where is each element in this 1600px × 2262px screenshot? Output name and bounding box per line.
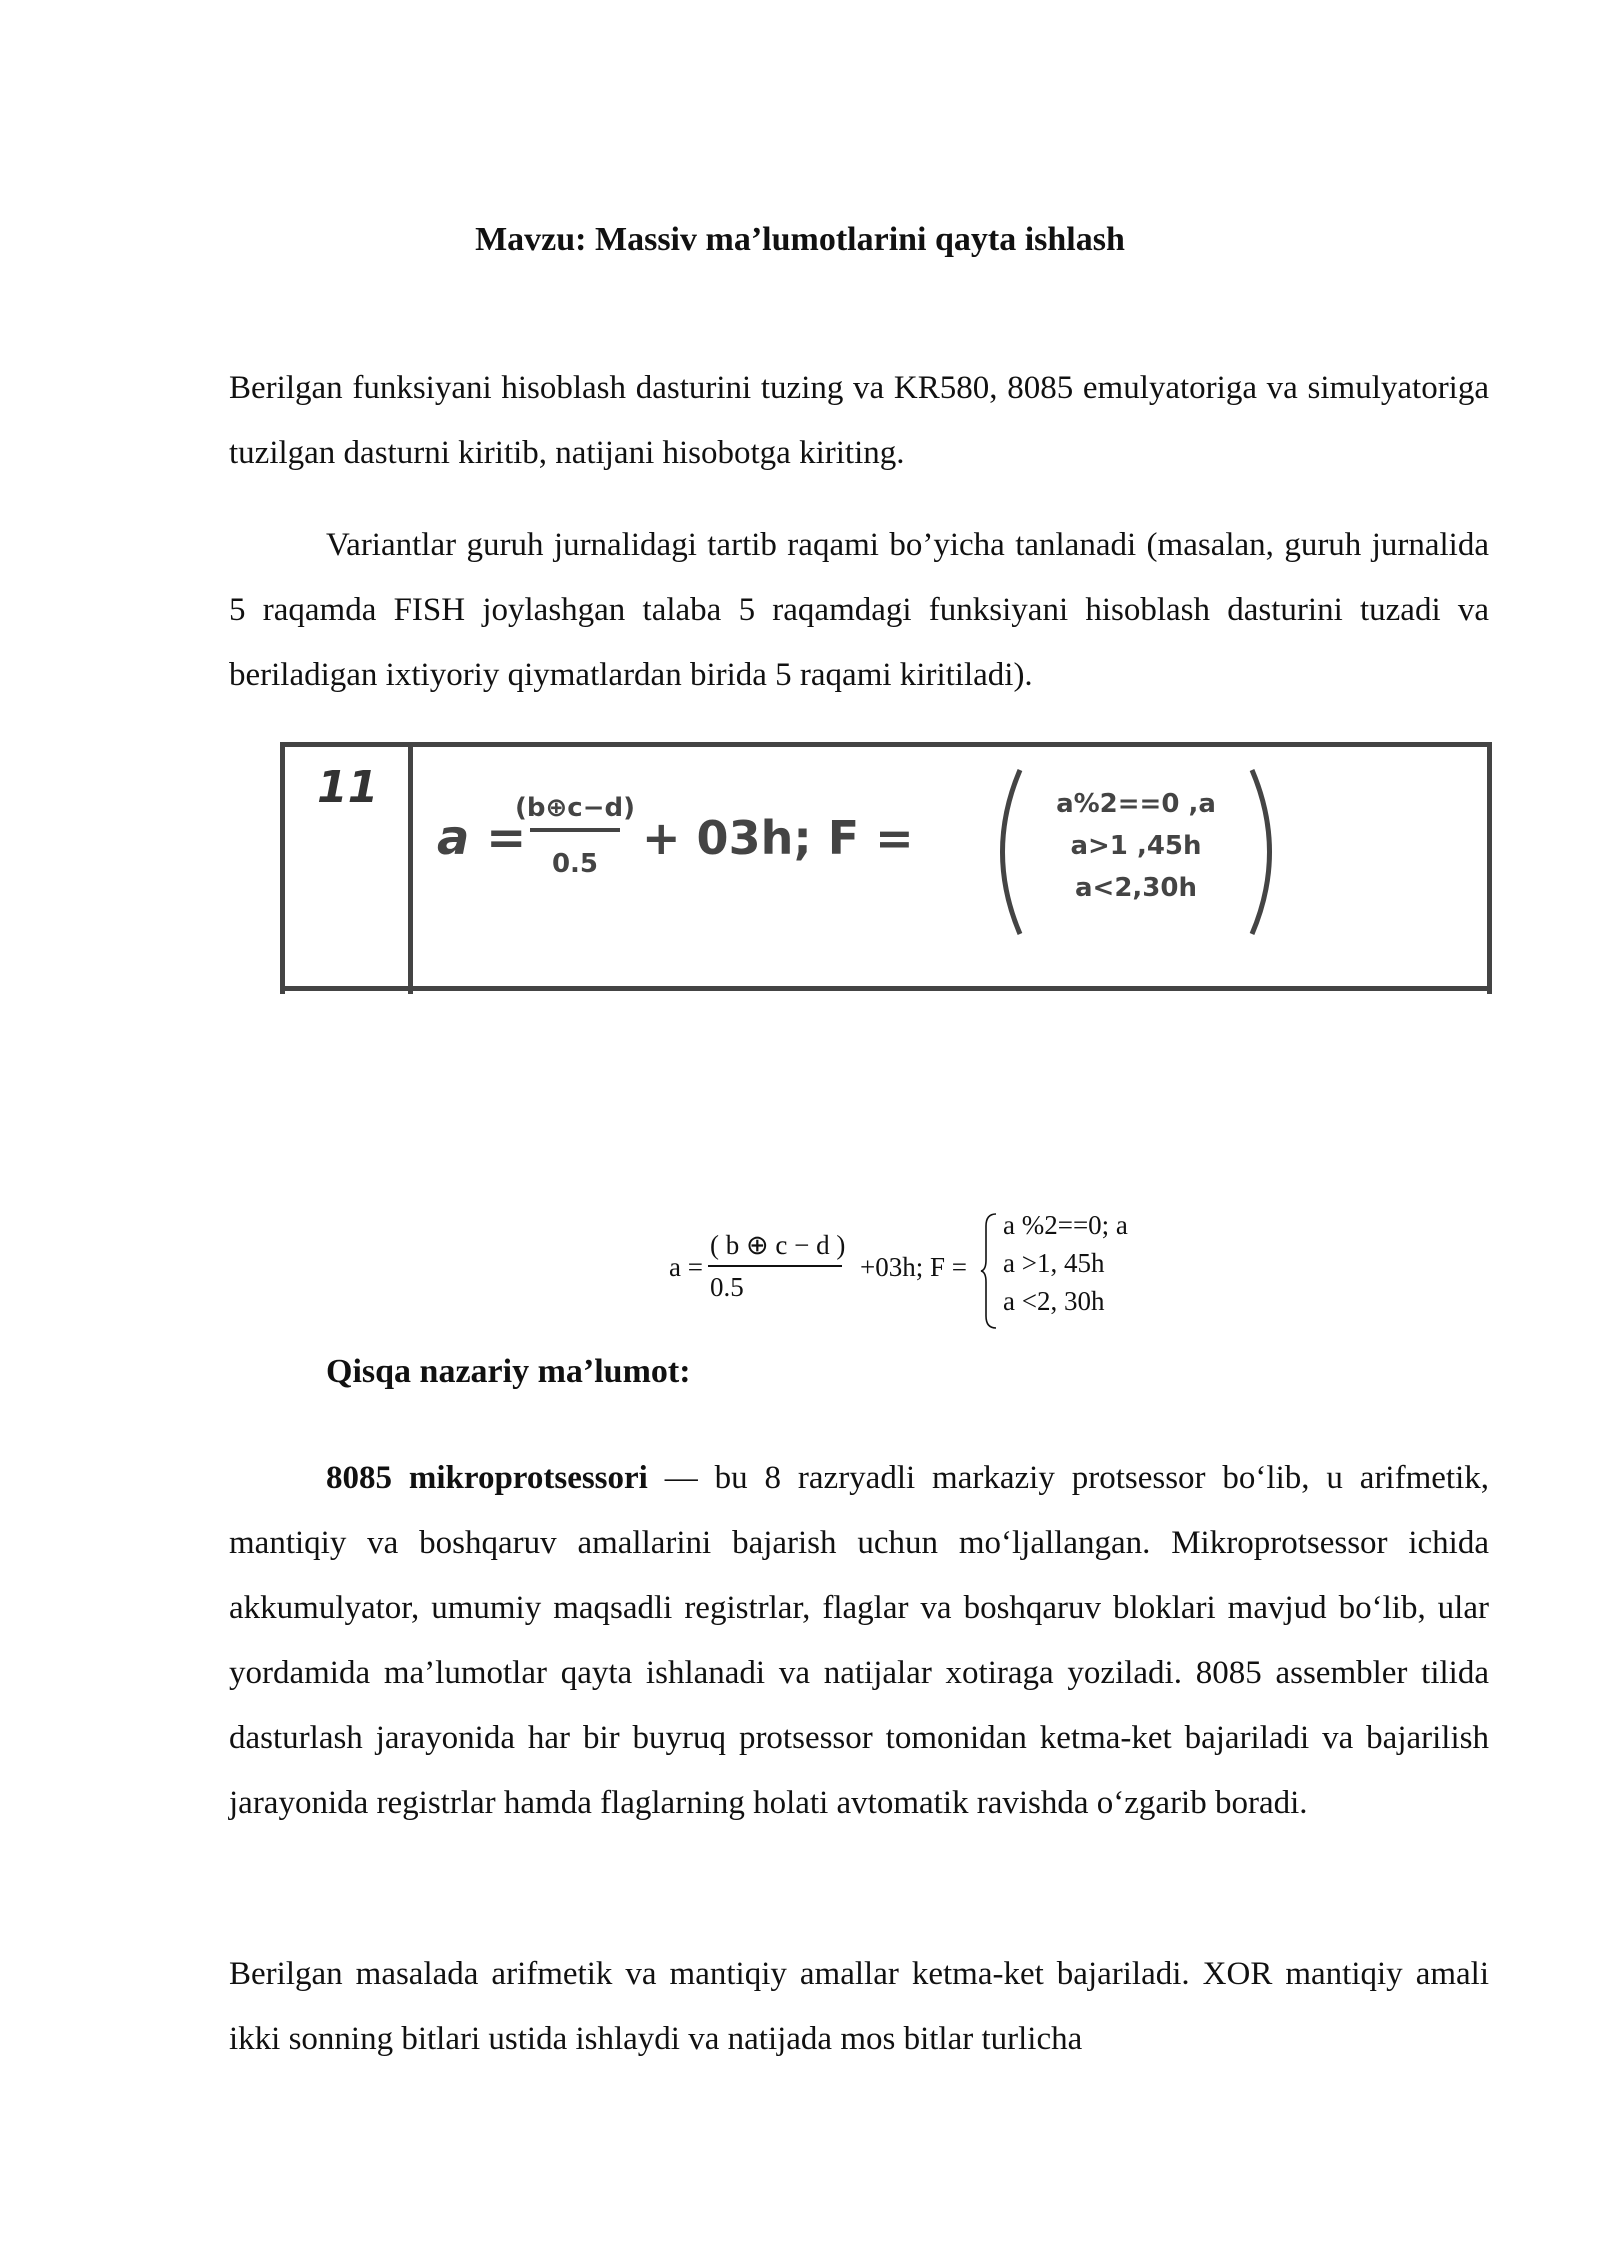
formula bbox=[660, 1208, 1180, 1334]
img-plus-part: + 03h; F = bbox=[642, 811, 914, 865]
formula-numerator: ( b ⊕ c − d ) bbox=[710, 1230, 846, 1260]
theory-paragraph bbox=[229, 1446, 1489, 1836]
img-numerator: (b⊕c−d) bbox=[515, 793, 635, 823]
variant-formula-image bbox=[280, 742, 1492, 994]
task-paragraph: Berilgan funksiyani hisoblash dasturini tuzing va KR580, 8085 emulyatoriga va simulyatoriga tuzilgan dasturni kiritib, natijani hisobotga kiriting. bbox=[229, 370, 1489, 471]
theory-heading: Qisqa nazariy ma’lumot: bbox=[326, 1353, 691, 1390]
variant-number: 11 bbox=[317, 762, 379, 813]
img-a-eq: a = bbox=[437, 810, 527, 866]
img-denominator: 0.5 bbox=[551, 849, 599, 879]
formula-case-3: a <2, 30h bbox=[1003, 1286, 1105, 1316]
theory-term: 8085 mikroprotsessori bbox=[326, 1460, 648, 1496]
formula-a-eq: a = bbox=[669, 1252, 703, 1282]
last-paragraph: Berilgan masalada arifmetik va mantiqiy amallar ketma-ket bajariladi. XOR mantiqiy amali ikki sonning bitlari ustida ishlaydi va natijada mos bitlar turlicha bbox=[229, 1956, 1489, 2057]
variant-table bbox=[280, 742, 1492, 994]
formula-fraction-bar bbox=[708, 1265, 842, 1267]
formula-denominator: 0.5 bbox=[710, 1272, 744, 1302]
variants-paragraph: Variantlar guruh jurnalidagi tartib raqami bo’yicha tanlanadi (masalan, guruh jurnalida 5 raqamda FISH joylashgan talaba 5 raqamdagi funksiyani hisoblash dasturini tuzadi va beriladigan ixtiyoriy qiymatlardan birida 5 raqami kiritiladi). bbox=[229, 527, 1489, 693]
page-title: Mavzu: Massiv ma’lumotlarini qayta ishlash bbox=[475, 221, 1125, 258]
img-case-2: a>1 ,45h bbox=[1070, 831, 1202, 861]
formula-brace bbox=[980, 1212, 1000, 1330]
img-case-1: a%2==0 ,a bbox=[1056, 789, 1216, 819]
formula-plus-part: +03h; F = bbox=[860, 1252, 967, 1282]
img-case-3: a<2,30h bbox=[1075, 873, 1197, 903]
formula-case-2: a >1, 45h bbox=[1003, 1248, 1105, 1278]
img-left-paren bbox=[1003, 770, 1021, 934]
theory-text: — bu 8 razryadli markaziy protsessor bo‘lib, u arifmetik, mantiqiy va boshqaruv amallarini bajarish uchun mo‘ljallangan. Mikroprotsessor ichida akkumulyator, umumiy maqsadli registrlar, flaglar va boshqaruv bloklari mavjud bo‘lib, ular yordamida ma’lumotlar qayta ishlanadi va natijalar xotiraga yoziladi. 8085 assembler tilida dasturlash jarayonida har bir buyruq protsessor tomonidan ketma-ket bajariladi va bajarilish jarayonida registrlar hamda flaglarning holati avtomatik ravishda o‘zgarib boradi. bbox=[229, 1460, 1489, 1821]
img-right-paren bbox=[1252, 770, 1270, 934]
formula-case-1: a %2==0; a bbox=[1003, 1210, 1128, 1240]
